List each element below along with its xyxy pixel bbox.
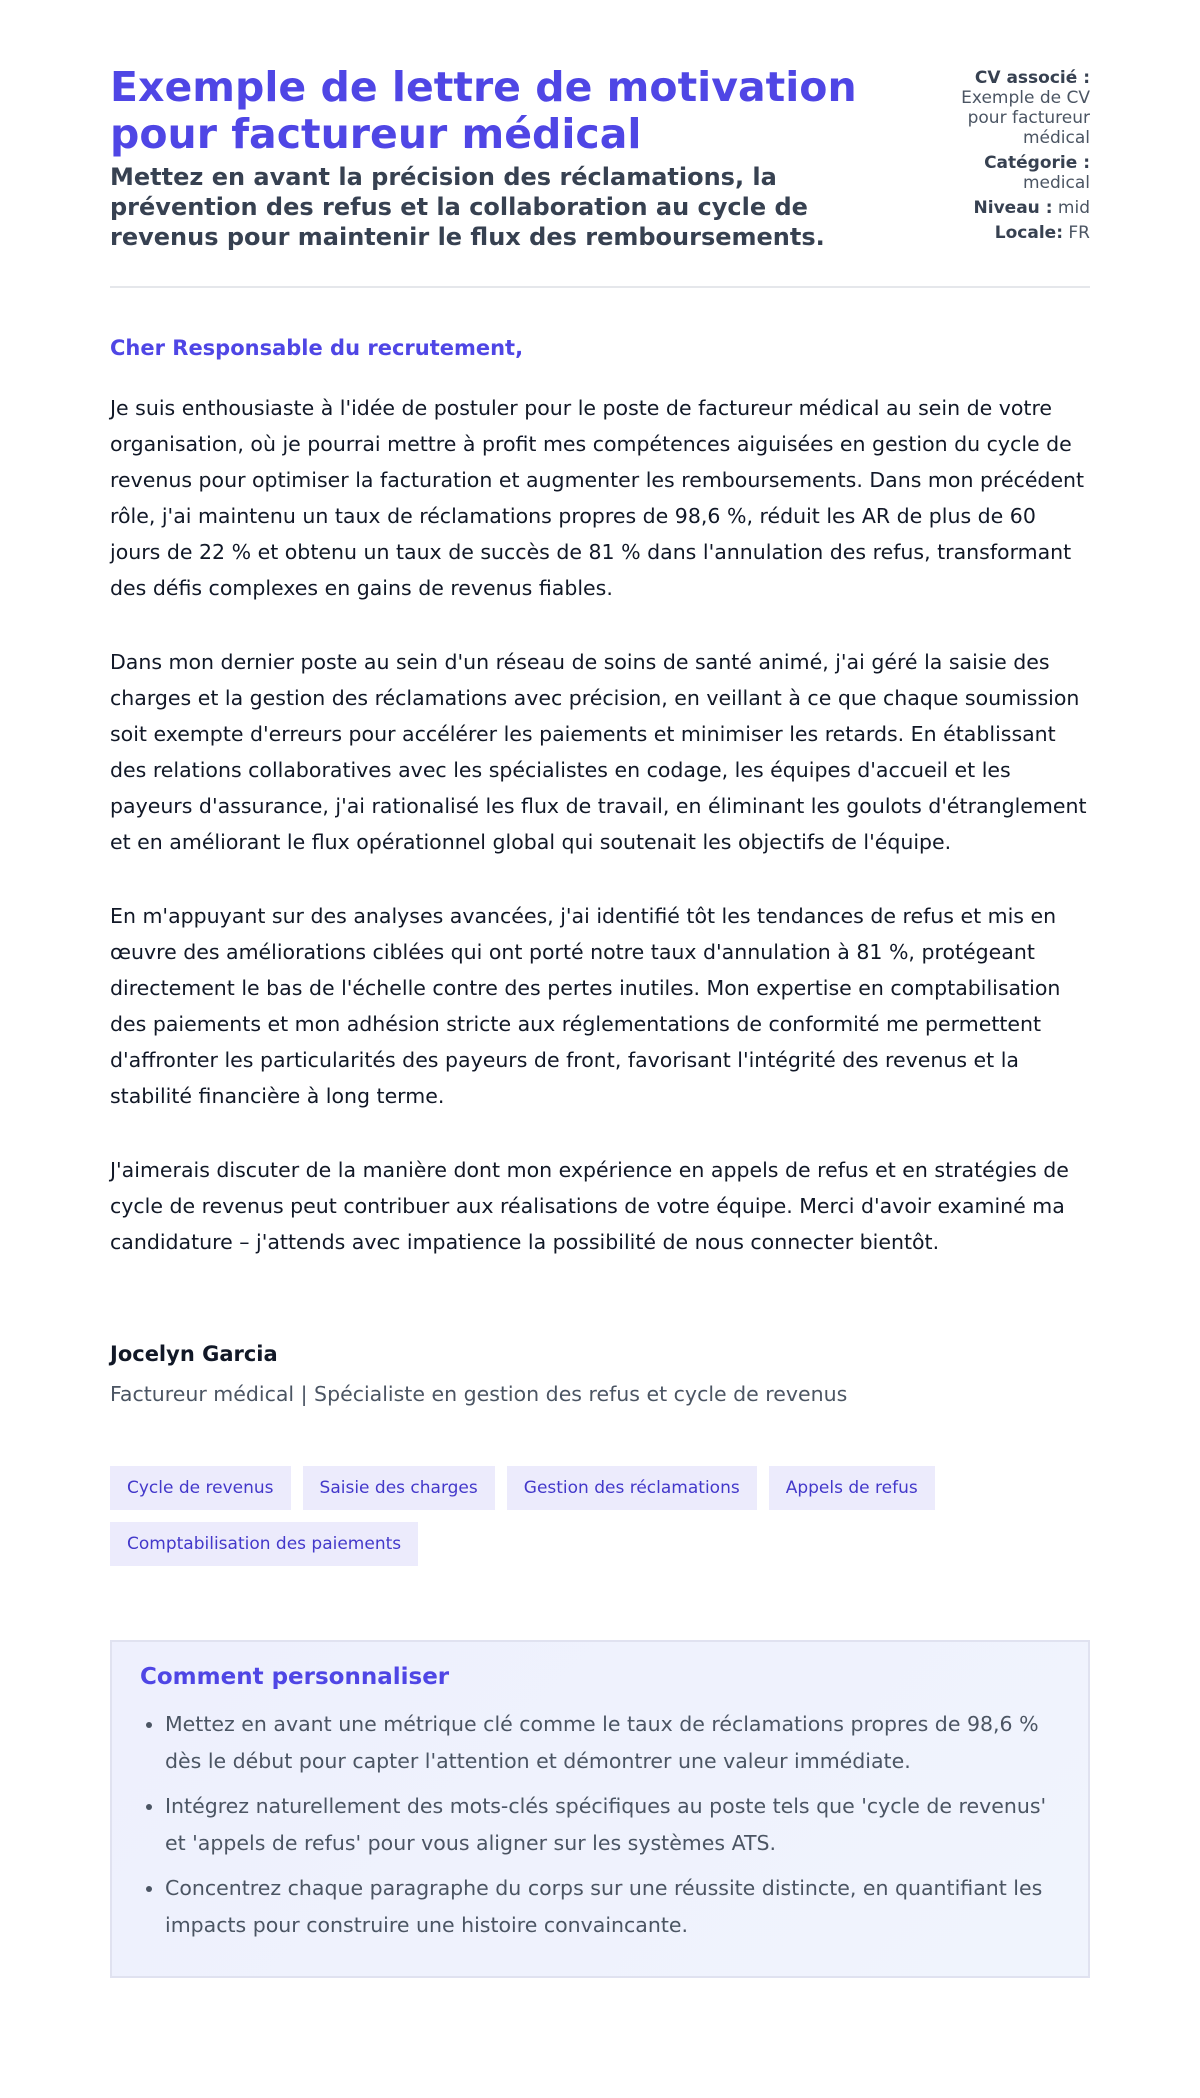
letter-paragraph-1: Je suis enthousiaste à l'idée de postuler pour le poste de factureur médical au sein de votre organisation, où je pourrai mettre à profit mes compétences aiguisées en gestion du cycle de revenus pour optimiser la facturation et augmenter les remboursements. Dans mon précédent rôle, j'ai maintenu un taux de réclamations propres de 98,6 %, réduit les AR de plus de 60 jours de 22 % et obtenu un taux de succès de 81 % dans l'annulation des refus, transformant des défis complexes en gains de revenus fiables.: [110, 396, 1085, 600]
tag-appels-de-refus[interactable]: Appels de refus: [769, 1466, 935, 1510]
meta-locale-label: Locale:: [994, 223, 1063, 243]
tips-list: [140, 1706, 1060, 1944]
meta-category-value: medical: [1022, 173, 1090, 193]
tag-comptabilisation-des-paiements[interactable]: Comptabilisation des paiements: [110, 1522, 418, 1566]
header: [110, 64, 1090, 288]
letter-paragraph-2: Dans mon dernier poste au sein d'un réseau de soins de santé animé, j'ai géré la saisie des charges et la gestion des réclamations avec précision, en veillant à ce que chaque soumission soit exempte d'erreurs pour accélérer les paiements et minimiser les retards. En établissant des relations collaboratives avec les spécialistes en codage, les équipes d'accueil et les payeurs d'assurance, j'ai rationalisé les flux de travail, en éliminant les goulots d'étranglement et en améliorant le flux opérationnel global qui soutenait les objectifs de l'équipe.: [110, 650, 1087, 854]
meta-locale-value: FR: [1068, 223, 1090, 243]
tip-item: • Mettez en avant une métrique clé comme le taux de réclamations propres de 98,6 % dès le début pour capter l'attention et démontrer une valeur immédiate.: [165, 1706, 1060, 1780]
signature-name: Jocelyn Garcia: [110, 1342, 278, 1366]
meta-level-value: mid: [1057, 198, 1090, 218]
page-title: Exemple de lettre de motivation pour factureur médical: [110, 63, 857, 158]
letter-paragraph-3: En m'appuyant sur des analyses avancées, j'ai identifié tôt les tendances de refus et mis en œuvre des améliorations ciblées qui ont porté notre taux d'annulation à 81 %, protégeant directement le bas de l'échelle contre des pertes inutiles. Mon expertise en comptabilisation des paiements et mon adhésion stricte aux réglementations de conformité me permettent d'affronter les particularités des payeurs de front, favorisant l'intégrité des revenus et la stabilité financière à long terme.: [110, 904, 1061, 1108]
letter-paragraph-4: J'aimerais discuter de la manière dont mon expérience en appels de refus et en stratégies de cycle de revenus peut contribuer aux réalisations de votre équipe. Merci d'avoir examiné ma candidature – j'attends avec impatience la possibilité de nous connecter bientôt.: [110, 1158, 1069, 1254]
letter-body: [110, 390, 1090, 1260]
tip-item: • Intégrez naturellement des mots-clés spécifiques au poste tels que 'cycle de revenus' et 'appels de refus' pour vous aligner sur les systèmes ATS.: [165, 1788, 1060, 1862]
meta-cv: [920, 68, 1090, 148]
meta-cv-value: Exemple de CV pour factureur médical: [961, 88, 1090, 148]
tips-box: [110, 1640, 1090, 1978]
meta-panel: [920, 64, 1090, 248]
meta-category: [920, 153, 1090, 193]
tag-saisie-des-charges[interactable]: Saisie des charges: [303, 1466, 495, 1510]
meta-locale: [920, 223, 1090, 243]
page: [110, 0, 1090, 1978]
signature-title: Factureur médical | Spécialiste en gestion des refus et cycle de revenus: [110, 1382, 848, 1406]
page-subtitle: Mettez en avant la précision des réclamations, la prévention des refus et la collaboration au cycle de revenus pour maintenir le flux des remboursements.: [110, 163, 825, 251]
header-text: [110, 64, 900, 252]
keyword-tags: [110, 1466, 1090, 1566]
tips-title: Comment personnaliser: [140, 1664, 450, 1690]
meta-category-label: Catégorie :: [984, 153, 1090, 173]
tag-gestion-des-reclamations[interactable]: Gestion des réclamations: [507, 1466, 757, 1510]
letter-greeting: Cher Responsable du recrutement,: [110, 336, 524, 360]
tip-item: • Concentrez chaque paragraphe du corps sur une réussite distincte, en quantifiant les impacts pour construire une histoire convaincante.: [165, 1870, 1060, 1944]
meta-level: [920, 198, 1090, 218]
meta-cv-label: CV associé :: [974, 68, 1090, 88]
meta-level-label: Niveau :: [973, 198, 1053, 218]
tag-cycle-de-revenus[interactable]: Cycle de revenus: [110, 1466, 291, 1510]
